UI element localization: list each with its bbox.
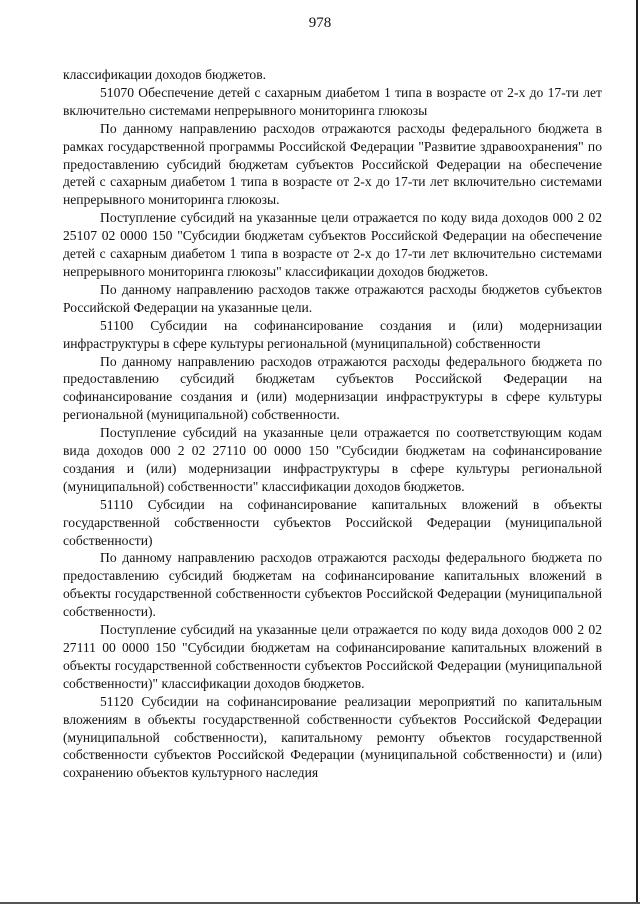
section-heading-51120: 51120 Субсидии на софинансирование реализации мероприятий по капитальным вложениям в объекты государственной собственности субъектов Российской Федерации (муниципальной собственности), капитальному ремонту объектов государственной собственности субъектов Российской Федерации (муниципальной собственности) и (или) сохранению объектов культурного наследия: [63, 693, 602, 781]
paragraph: По данному направлению расходов отражаются расходы федерального бюджета по предоставлению субсидий бюджетам на софинансирование капитальных вложений в объекты государственной собственности субъектов Российской Федерации (муниципальной собственности).: [63, 550, 602, 620]
paragraph: классификации доходов бюджетов.: [63, 67, 267, 82]
paragraph: Поступление субсидий на указанные цели отражается по соответствующим кодам вида доходов 000 2 02 27110 00 0000 150 "Субсидии бюджетам на софинансирование создания и (или) модернизации инфраструктуры в сфере культуры региональной (муниципальной) собственности" классификации доходов бюджетов.: [63, 425, 602, 494]
paragraph: Поступление субсидий на указанные цели отражается по коду вида доходов 000 2 02 25107 02 0000 150 "Субсидии бюджетам субъектов Российской Федерации на обеспечение детей с сахарным диабетом 1 типа в возрасте от 2-х до 17-ти лет включительно системами непрерывного мониторинга глюкозы" классификации доходов бюджетов.: [63, 210, 602, 279]
section-heading-51110: 51110 Субсидии на софинансирование капитальных вложений в объекты государственной собственности субъектов Российской Федерации (муниципальной собственности): [63, 496, 602, 548]
paragraph: По данному направлению расходов также отражаются расходы бюджетов субъектов Российской Федерации на указанные цели.: [63, 281, 602, 315]
scan-border-right: [636, 0, 638, 904]
paragraph: По данному направлению расходов отражаются расходы федерального бюджета по предоставлению субсидий бюджетам субъектов Российской Федерации на софинансирование создания и (или) модернизации инфраструктуры в сфере культуры региональной (муниципальной) собственности.: [63, 353, 602, 423]
paragraph: По данному направлению расходов отражаются расходы федерального бюджета в рамках государственной программы Российской Федерации "Развитие здравоохранения" по предоставлению субсидий бюджетам субъектов Российской Федерации на обеспечение детей с сахарным диабетом 1 типа в возрасте от 2-х до 17-ти лет включительно системами непрерывного мониторинга глюкозы.: [63, 120, 602, 208]
paragraph: Поступление субсидий на указанные цели отражается по коду вида доходов 000 2 02 27111 00 0000 150 "Субсидии бюджетам на софинансирование капитальных вложений в объекты государственной собственности субъектов Российской Федерации (муниципальной собственности)" классификации доходов бюджетов.: [63, 622, 602, 691]
section-heading-51100: 51100 Субсидии на софинансирование создания и (или) модернизации инфраструктуры в сфере культуры региональной (муниципальной) собственности: [63, 317, 602, 351]
section-heading-51070: 51070 Обеспечение детей с сахарным диабетом 1 типа в возрасте от 2-х до 17-ти лет включительно системами непрерывного мониторинга глюкозы: [63, 84, 602, 118]
page-number: 978: [308, 15, 332, 31]
document-body: [63, 66, 602, 782]
